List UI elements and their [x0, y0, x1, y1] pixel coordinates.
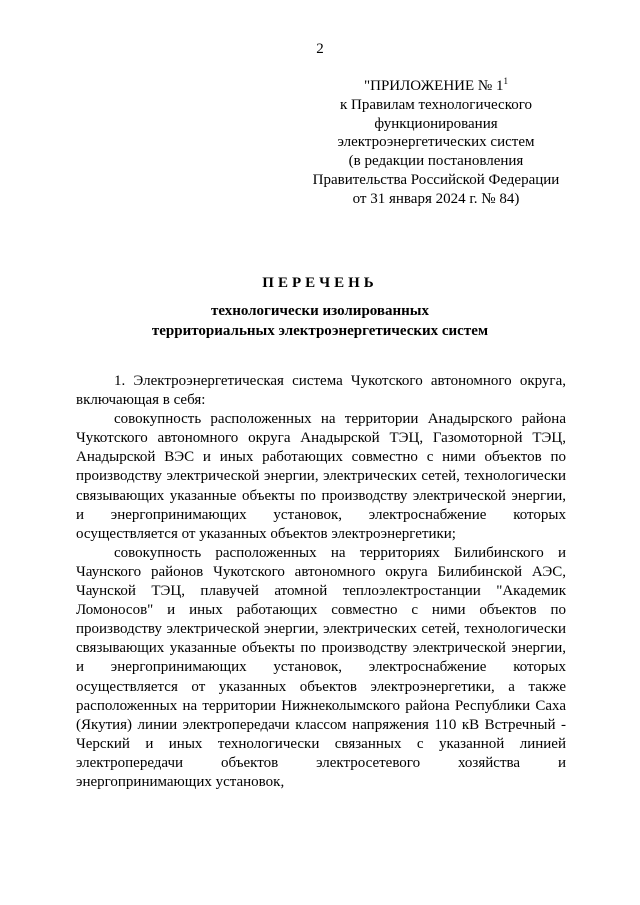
subheading-line-2: территориальных электроэнергетических систем — [151, 322, 489, 339]
annex-title-text: "ПРИЛОЖЕНИЕ № 1 — [363, 78, 504, 94]
annex-line: (в редакции постановления — [348, 153, 524, 170]
annex-line: электроэнергетических систем — [337, 134, 535, 151]
annex-line: к Правилам технологического — [339, 96, 533, 113]
paragraph-bilibino-chaun-system: совокупность расположенных на территориях Билибинского и Чаунского районов Чукотского автономного округа Билибинской АЭС, Чаунской ТЭЦ, плавучей атомной теплоэлектростанции "Академик Ломоносов" и иных работающих совместно с ними объектов по производству электрической энергии, электрических сетей, технологически связывающих указанные объекты по производству электрической энергии, и энергопринимающих установок, электроснабжение которых осуществляется от указанных объектов электроэнергетики, а также расположенных на территории Нижнеколымского района Республики Саха (Якутия) линии электропередачи классом напряжения 110 кВ Встречный - Черский и иных технологически связанных с указанной линией электропередачи объектов электросетевого хозяйства и энергопринимающих установок, — [76, 544, 566, 790]
subheading-line-1: технологически изолированных — [210, 303, 430, 319]
annex-title-superscript: 1 — [503, 76, 508, 86]
annex-line: функционирования — [374, 115, 498, 132]
paragraph-item-1: 1. Электроэнергетическая система Чукотского автономного округа, включающая в себя: — [76, 373, 566, 409]
annex-title — [300, 77, 572, 96]
document-heading: ПЕРЕЧЕНЬ — [262, 275, 378, 291]
document-subheading — [0, 302, 640, 341]
document-body — [76, 372, 566, 792]
page-number: 2 — [316, 41, 324, 57]
annex-header — [300, 77, 572, 209]
annex-line: Правительства Российской Федерации — [312, 171, 560, 188]
paragraph-anadyr-system: совокупность расположенных на территории Анадырского района Чукотского автономного округа Анадырской ТЭЦ, Газомоторной ТЭЦ, Анадырской ВЭС и иных работающих совместно с ними объектов по производству электрической энергии, электрических сетей, технологически связывающих указанные объекты по производству электрической энергии, и энергопринимающих установок, электроснабжение которых осуществляется от указанных объектов электроэнергетики; — [76, 411, 566, 542]
annex-line: от 31 января 2024 г. № 84) — [352, 190, 520, 207]
